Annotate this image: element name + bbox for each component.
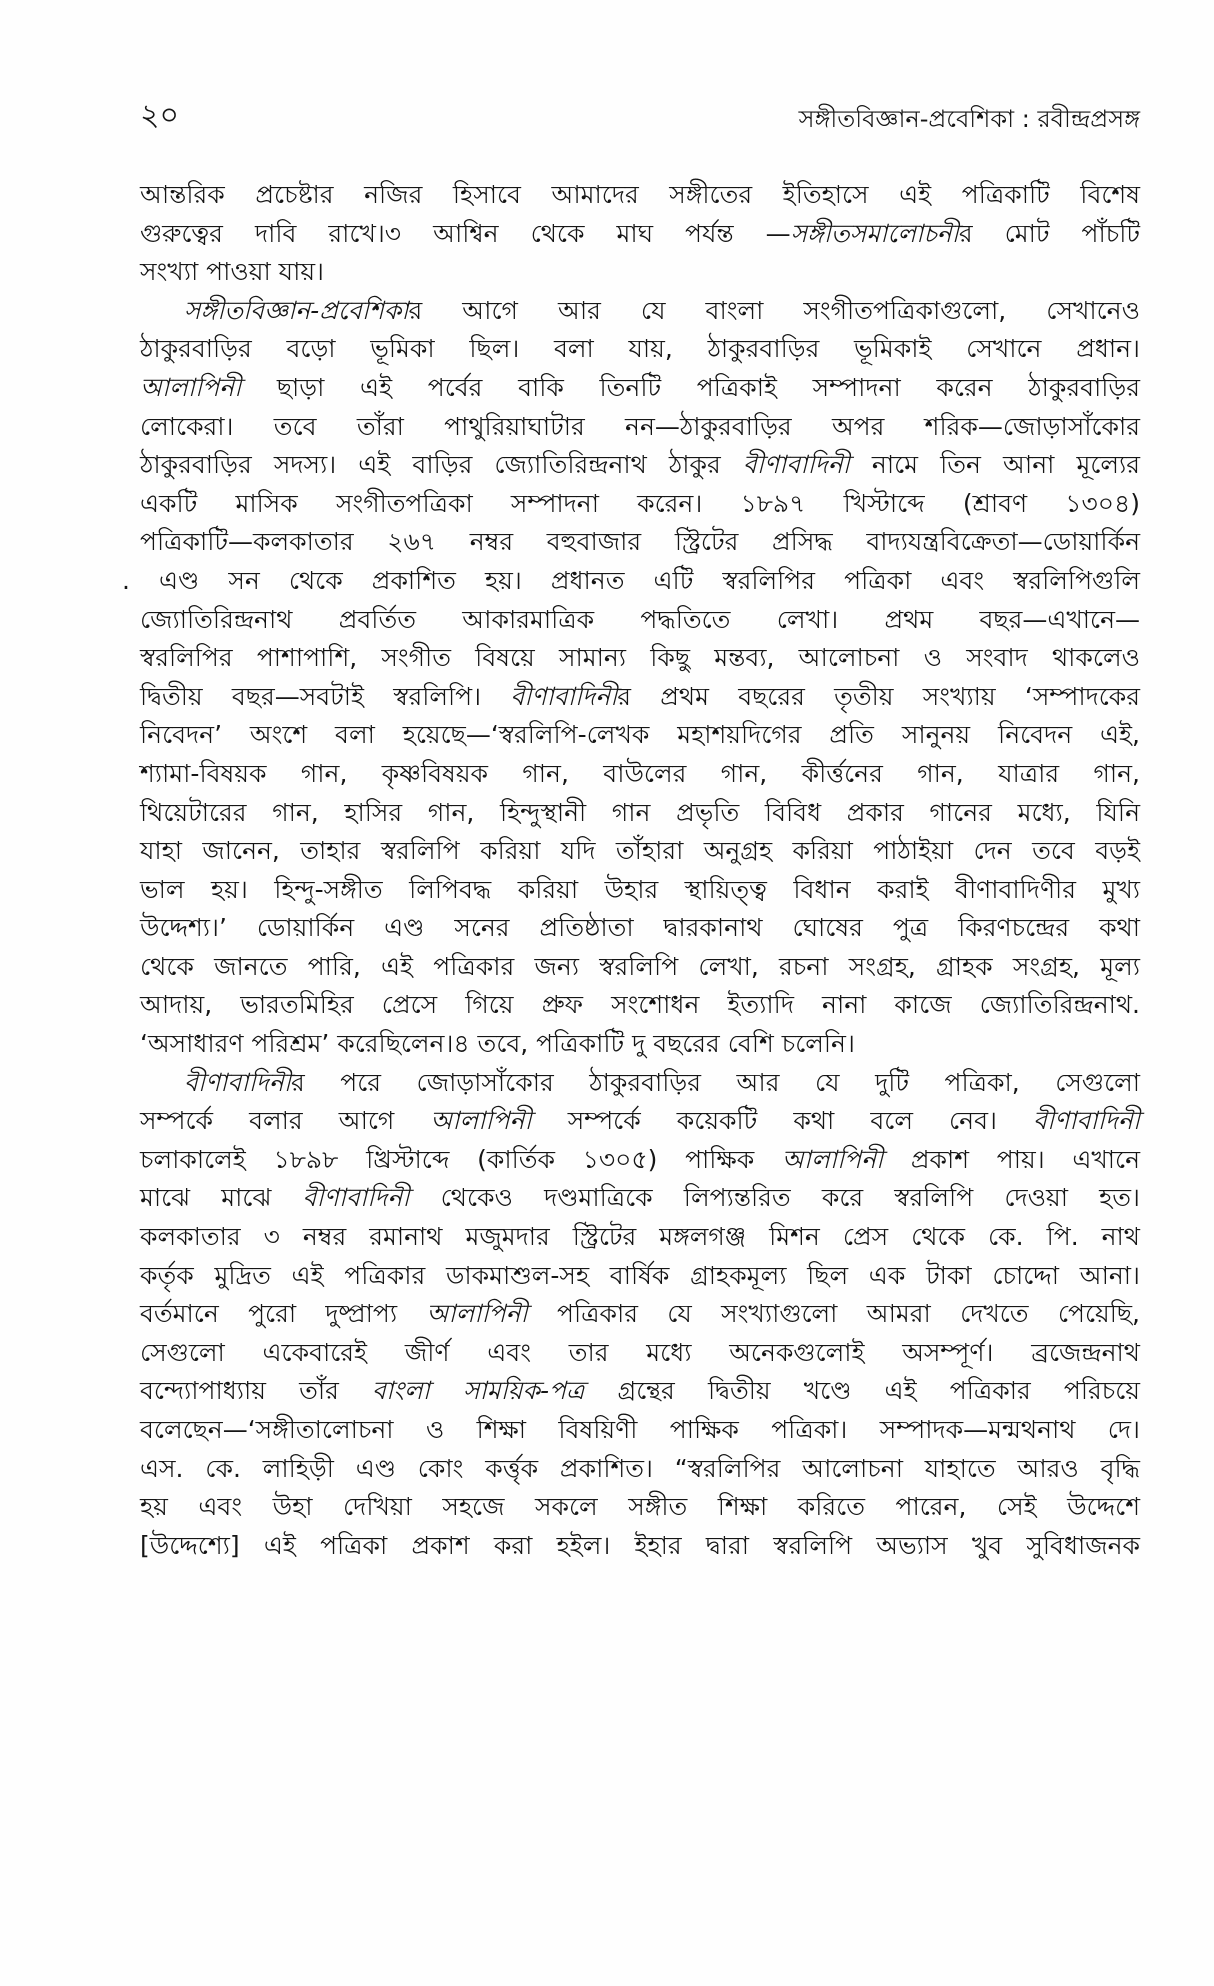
text-line: ঠাকুরবাড়ির বড়ো ভূমিকা ছিল। বলা যায়, ঠাকুরবাড়ির ভূমিকাই সেখানে প্রধান। xyxy=(140,334,1140,364)
text-line: দ্বিতীয় বছর—সবটাই স্বরলিপি। বীণাবাদিনীর প্রথম বছরের তৃতীয় সংখ্যায় ‘সম্পাদকের xyxy=(140,681,1141,711)
text-line: জ্যোতিরিন্দ্রনাথ প্রবর্তিত আকারমাত্রিক পদ্ধতিতে লেখা। প্রথম বছর—এখানে— xyxy=(140,604,1140,634)
text-line: থিয়েটারের গান, হাসির গান, হিন্দুস্থানী গান প্রভৃতি বিবিধ প্রকার গানের মধ্যে, যিনি xyxy=(140,797,1140,827)
text-line: গুরুত্বের দাবি রাখে।৩ আশ্বিন থেকে মাঘ পর্যন্ত —সঙ্গীতসমালোচনীর মোট পাঁচটি xyxy=(140,218,1140,248)
text-line: আন্তরিক প্রচেষ্টার নজির হিসাবে আমাদের সঙ্গীতের ইতিহাসে এই পত্রিকাটি বিশেষ xyxy=(140,180,1140,209)
text-line: উদ্দেশ্য।’ ডোয়ার্কিন এণ্ড সনের প্রতিষ্ঠাতা দ্বারকানাথ ঘোষের পুত্র কিরণচন্দ্রের কথা xyxy=(140,913,1140,943)
text-line: মাঝে মাঝে বীণাবাদিনী থেকেও দণ্ডমাত্রিকে লিপ্যন্তরিত করে স্বরলিপি দেওয়া হত। xyxy=(140,1183,1140,1213)
text-line: ঠাকুরবাড়ির সদস্য। এই বাড়ির জ্যোতিরিন্দ্রনাথ ঠাকুর বীণাবাদিনী নামে তিন আনা মূল্যের xyxy=(140,450,1141,480)
text-line: থেকে জানতে পারি, এই পত্রিকার জন্য স্বরলিপি লেখা, রচনা সংগ্রহ, গ্রাহক সংগ্রহ, মূল্য xyxy=(140,951,1140,981)
text-line: বন্দ্যোপাধ্যায় তাঁর বাংলা সাময়িক-পত্র গ্রন্থের দ্বিতীয় খণ্ডে এই পত্রিকার পরিচয়ে xyxy=(140,1376,1140,1406)
text-line: বলেছেন—‘সঙ্গীতালোচনা ও শিক্ষা বিষয়িণী পাক্ষিক পত্রিকা। সম্পাদক—মন্মথনাথ দে। xyxy=(140,1415,1140,1444)
text-line: সংখ্যা পাওয়া যায়। xyxy=(140,257,325,287)
paragraph-start-line: সঙ্গীতবিজ্ঞান-প্রবেশিকার আগে আর যে বাংলা সংগীতপত্রিকাগুলো, সেখানেও xyxy=(184,295,1140,325)
text-line: সম্পর্কে বলার আগে আলাপিনী সম্পর্কে কয়েকটি কথা বলে নেব। বীণাবাদিনী xyxy=(140,1106,1140,1136)
running-head: সঙ্গীতবিজ্ঞান-প্রবেশিকা : রবীন্দ্রপ্রসঙ্গ xyxy=(798,105,1140,133)
text-line: এস. কে. লাহিড়ী এণ্ড কোং কর্ত্তৃক প্রকাশিত। “স্বরলিপির আলোচনা যাহাতে আরও বৃদ্ধি xyxy=(140,1453,1140,1483)
text-line: কর্তৃক মুদ্রিত এই পত্রিকার ডাকমাশুল-সহ বার্ষিক গ্রাহকমূল্য ছিল এক টাকা চোদ্দো আনা। xyxy=(140,1260,1140,1290)
text-line: আলাপিনী ছাড়া এই পর্বের বাকি তিনটি পত্রিকাই সম্পাদনা করেন ঠাকুরবাড়ির xyxy=(140,372,1140,402)
text-line: ‘অসাধারণ পরিশ্রম’ করেছিলেন।৪ তবে, পত্রিকাটি দু বছরের বেশি চলেনি। xyxy=(140,1029,855,1059)
text-line: হয় এবং উহা দেখিয়া সহজে সকলে সঙ্গীত শিক্ষা করিতে পারেন, সেই উদ্দেশে xyxy=(140,1492,1140,1522)
text-line: . এণ্ড সন থেকে প্রকাশিত হয়। প্রধানত এটি স্বরলিপির পত্রিকা এবং স্বরলিপিগুলি xyxy=(122,565,1140,595)
text-line: চলাকালেই ১৮৯৮ খ্রিস্টাব্দে (কার্তিক ১৩০৫) পাক্ষিক আলাপিনী প্রকাশ পায়। এখানে xyxy=(140,1144,1140,1174)
text-line: [উদ্দেশ্যে] এই পত্রিকা প্রকাশ করা হইল। ইহার দ্বারা স্বরলিপি অভ্যাস খুব সুবিধাজনক xyxy=(140,1530,1140,1560)
text-line: ভাল হয়। হিন্দু-সঙ্গীত লিপিবদ্ধ করিয়া উহার স্থায়িত্ত্ব বিধান করাই বীণাবাদিণীর মুখ্য xyxy=(140,874,1140,904)
text-line: নিবেদন’ অংশে বলা হয়েছে—‘স্বরলিপি-লেখক মহাশয়দিগের প্রতি সানুনয় নিবেদন এই, xyxy=(140,720,1140,750)
text-line: আদায়, ভারতমিহির প্রেসে গিয়ে প্রুফ সংশোধন ইত্যাদি নানা কাজে জ্যোতিরিন্দ্রনাথ. xyxy=(140,990,1140,1020)
paragraph-start-line: বীণাবাদিনীর পরে জোড়াসাঁকোর ঠাকুরবাড়ির আর যে দুটি পত্রিকা, সেগুলো xyxy=(184,1067,1140,1097)
text-line: যাহা জানেন, তাহার স্বরলিপি করিয়া যদি তাঁহারা অনুগ্রহ করিয়া পাঠাইয়া দেন তবে বড়ই xyxy=(140,836,1140,866)
text-line: স্বরলিপির পাশাপাশি, সংগীত বিষয়ে সামান্য কিছু মন্তব্য, আলোচনা ও সংবাদ থাকলেও xyxy=(140,643,1140,673)
page-header xyxy=(140,96,1140,136)
page-number: ২০ xyxy=(140,98,180,133)
text-line: পত্রিকাটি—কলকাতার ২৬৭ নম্বর বহুবাজার স্ট্রিটের প্রসিদ্ধ বাদ্যযন্ত্রবিক্রেতা—ডোয়ার্কিন xyxy=(140,527,1140,557)
text-line: বর্তমানে পুরো দুষ্প্রাপ্য আলাপিনী পত্রিকার যে সংখ্যাগুলো আমরা দেখতে পেয়েছি, xyxy=(140,1299,1140,1329)
text-line: সেগুলো একেবারেই জীর্ণ এবং তার মধ্যে অনেকগুলোই অসম্পূর্ণ। ব্রজেন্দ্রনাথ xyxy=(140,1337,1140,1367)
body-text xyxy=(122,176,1141,1565)
text-line: কলকাতার ৩ নম্বর রমানাথ মজুমদার স্ট্রিটের মঙ্গলগঞ্জ মিশন প্রেস থেকে কে. পি. নাথ xyxy=(140,1222,1140,1252)
text-line: একটি মাসিক সংগীতপত্রিকা সম্পাদনা করেন। ১৮৯৭ খিস্টাব্দে (শ্রাবণ ১৩০৪) xyxy=(140,488,1140,518)
text-line: লোকেরা। তবে তাঁরা পাথুরিয়াঘাটার নন—ঠাকুরবাড়ির অপর শরিক—জোড়াসাঁকোর xyxy=(140,411,1140,441)
text-line: শ্যামা-বিষয়ক গান, কৃষ্ণবিষয়ক গান, বাউলের গান, কীর্ত্তনের গান, যাত্রার গান, xyxy=(140,758,1140,788)
